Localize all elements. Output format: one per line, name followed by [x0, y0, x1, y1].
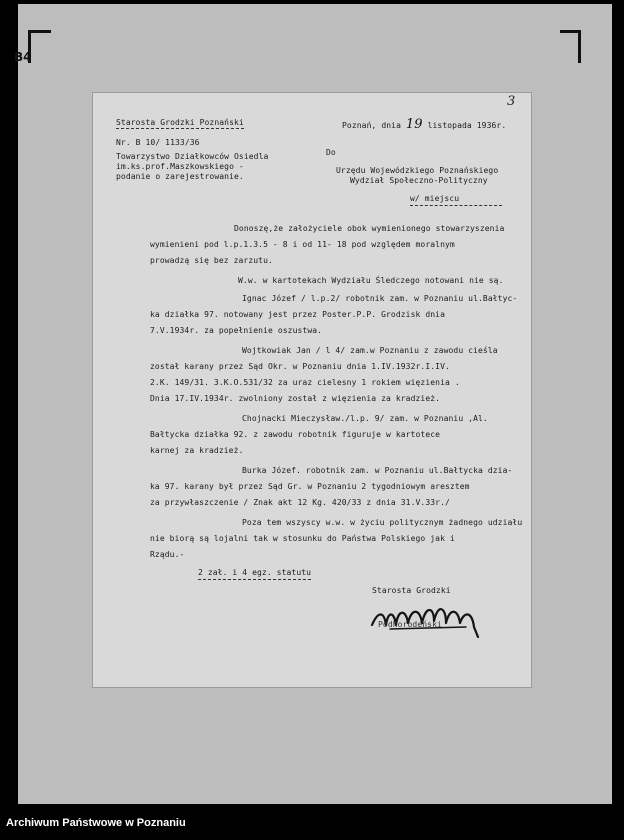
body-line: 2.K. 149/31. 3.K.O.531/32 za uraz cielesny 1 rokiem więzienia . — [150, 378, 460, 387]
recipient-line-2: Wydział Społeczno-Polityczny — [350, 176, 488, 185]
subject-line-3: podanie o zarejestrowanie. — [116, 172, 244, 181]
body-line: Burka Józef. robotnik zam. w Poznaniu ul.Bałtycka dzia- — [242, 466, 513, 475]
enclosure-note: 2 zał. i 4 egz. statutu — [198, 568, 311, 580]
signature-handwritten — [368, 597, 488, 641]
subject-line-2: im.ks.prof.Maszkowskiego - — [116, 162, 244, 171]
signatory-name: Podhorodeński — [378, 620, 442, 629]
body-line: prowadzą się bez zarzutu. — [150, 256, 273, 265]
body-line: Dnia 17.IV.1934r. zwolniony został z więzienia za kradzież. — [150, 394, 441, 403]
document-page — [92, 92, 532, 688]
body-line: ka 97. karany był przez Sąd Gr. w Poznaniu 2 tygodniowym aresztem — [150, 482, 470, 491]
body-line: Ignac Józef / l.p.2/ robotnik zam. w Poznaniu ul.Bałtyc- — [242, 294, 518, 303]
body-line: Poza tem wszyscy w.w. w życiu politycznym żadnego udziału — [242, 518, 523, 527]
date-day-handwritten: 19 — [405, 117, 423, 132]
place-date-suffix: listopada 1936r. — [427, 121, 507, 130]
folio-number: 3 — [507, 94, 516, 109]
body-line: Chojnacki Mieczysław./l.p. 9/ zam. w Poznaniu ,Al. — [242, 414, 488, 423]
sender-name: Starosta Grodzki Poznański — [116, 118, 244, 127]
body-line: 7.V.1934r. za popełnienie oszustwa. — [150, 326, 323, 335]
place-date — [342, 117, 507, 132]
body-line: W.w. w kartotekach Wydziału Śledczego notowani nie są. — [238, 276, 504, 285]
body-line: karnej za kradzież. — [150, 446, 244, 455]
frame-corner-mark-right — [560, 30, 581, 63]
subject-line-1: Towarzystwo Działkowców Osiedla — [116, 152, 269, 161]
body-line: Wojtkowiak Jan / l 4/ zam.w Poznaniu z zawodu cieśla — [242, 346, 498, 355]
body-line: ka działka 97. notowany jest przez Poster.P.P. Grodzisk dnia — [150, 310, 445, 319]
archive-caption: Archiwum Państwowe w Poznaniu — [6, 817, 186, 829]
recipient-line-3: w/ miejscu — [410, 194, 502, 206]
body-line: za przywłaszczenie / Znak akt 12 Kg. 420/33 z dnia 31.V.33r./ — [150, 498, 450, 507]
reference-number: Nr. B 10/ 1133/36 — [116, 138, 200, 147]
to-label: Do — [326, 148, 336, 157]
frame-code: B4 — [14, 50, 32, 64]
signatory-title: Starosta Grodzki — [372, 586, 451, 595]
body-line: Donoszę,że założyciele obok wymienionego stowarzyszenia — [234, 224, 505, 233]
recipient-line-1: Urzędu Wojewódzkiego Poznańskiego — [336, 166, 499, 175]
body-line: Rządu.- — [150, 550, 185, 559]
body-line: Bałtycka działka 92. z zawodu robotnik figuruje w kartotece — [150, 430, 441, 439]
place-date-prefix: Poznań, dnia — [342, 121, 401, 130]
body-line: został karany przez Sąd Okr. w Poznaniu dnia 1.IV.1932r.I.IV. — [150, 362, 450, 371]
body-line: nie biorą są lojalni tak w stosunku do Państwa Polskiego jak i — [150, 534, 455, 543]
body-line: wymienieni pod l.p.1.3.5 - 8 i od 11- 18 pod względem moralnym — [150, 240, 455, 249]
